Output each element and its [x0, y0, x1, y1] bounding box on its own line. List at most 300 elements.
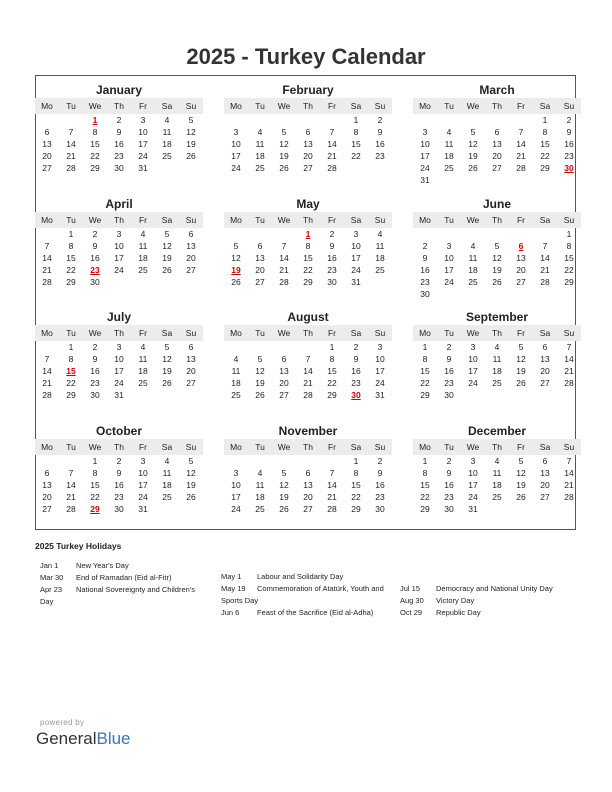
day-cell: 16 — [375, 139, 385, 149]
day-cell: 29 — [420, 504, 430, 514]
day-cell: 4 — [233, 354, 239, 364]
weekday-header: Tu — [444, 101, 454, 111]
day-cell: 30 — [90, 390, 100, 400]
empty-day-cell — [485, 174, 509, 186]
empty-day-cell — [35, 341, 59, 353]
day-cell: 8 — [305, 241, 311, 251]
day-cell: 20 — [303, 492, 313, 502]
empty-day-cell — [272, 341, 296, 353]
day-cell: 2 — [116, 115, 122, 125]
day-cell: 16 — [351, 366, 361, 376]
month-name: June — [482, 197, 511, 211]
holiday-date: Oct 29 — [400, 608, 423, 617]
empty-day-cell — [272, 228, 296, 240]
week-row — [35, 377, 203, 389]
holiday-day-cell: 6 — [518, 241, 524, 251]
day-cell: 23 — [444, 492, 454, 502]
day-cell: 13 — [42, 480, 52, 490]
weekday-header: Th — [114, 442, 124, 452]
week-row — [413, 288, 581, 300]
day-cell: 22 — [564, 265, 574, 275]
month-december — [413, 424, 581, 515]
empty-day-cell — [461, 228, 485, 240]
week-row — [35, 479, 203, 491]
day-cell: 20 — [492, 151, 502, 161]
weekday-header: Th — [303, 442, 313, 452]
day-cell: 16 — [444, 366, 454, 376]
weekday-header: Th — [114, 215, 124, 225]
day-cell: 11 — [162, 127, 172, 137]
day-cell: 9 — [446, 468, 452, 478]
week-row — [224, 162, 392, 174]
week-row — [224, 503, 392, 515]
day-cell: 16 — [564, 139, 574, 149]
day-cell: 11 — [255, 139, 265, 149]
generalblue-logo[interactable] — [36, 729, 131, 749]
day-cell: 5 — [164, 342, 170, 352]
day-cell: 17 — [468, 366, 478, 376]
week-row — [35, 138, 203, 150]
holiday-item — [400, 595, 570, 607]
page-title: 2025 - Turkey Calendar — [186, 44, 426, 69]
day-cell: 25 — [492, 492, 502, 502]
day-cell: 22 — [90, 151, 100, 161]
day-cell: 30 — [444, 504, 454, 514]
empty-day-cell — [437, 228, 461, 240]
day-cell: 5 — [470, 127, 476, 137]
week-row — [224, 353, 392, 365]
day-cell: 1 — [542, 115, 548, 125]
week-row — [224, 341, 392, 353]
day-cell: 7 — [68, 127, 74, 137]
day-cell: 10 — [351, 241, 361, 251]
month-june — [413, 197, 581, 300]
day-cell: 25 — [375, 265, 385, 275]
weekday-header: Fr — [516, 328, 526, 338]
holiday-name: End of Ramadan (Eid al-Fitr) — [76, 573, 172, 582]
day-cell: 16 — [114, 480, 124, 490]
month-name: November — [278, 424, 338, 438]
weekday-header: Mo — [419, 328, 431, 338]
month-name: December — [467, 424, 527, 438]
week-row — [413, 114, 581, 126]
day-cell: 22 — [420, 378, 430, 388]
day-cell: 14 — [66, 139, 76, 149]
day-cell: 4 — [470, 241, 476, 251]
week-row — [224, 276, 392, 288]
weekday-header: Sa — [350, 328, 362, 338]
day-cell: 10 — [231, 480, 241, 490]
day-cell: 13 — [186, 354, 196, 364]
day-cell: 30 — [114, 504, 124, 514]
day-cell: 22 — [66, 265, 76, 275]
week-row — [224, 491, 392, 503]
week-row — [413, 174, 581, 186]
day-cell: 6 — [281, 354, 287, 364]
day-cell: 15 — [420, 366, 430, 376]
week-row — [35, 228, 203, 240]
day-cell: 11 — [492, 354, 502, 364]
weekday-header: Th — [114, 101, 124, 111]
day-cell: 25 — [162, 151, 172, 161]
day-cell: 16 — [375, 480, 385, 490]
holiday-name: Labour and Solidarity Day — [257, 572, 344, 581]
day-cell: 3 — [377, 342, 383, 352]
weekday-header: Su — [185, 101, 197, 111]
weekday-header: Su — [563, 442, 575, 452]
day-cell: 5 — [164, 229, 170, 239]
day-cell: 31 — [420, 175, 430, 185]
month-name: February — [282, 83, 334, 97]
holiday-date: Mar 30 — [40, 573, 64, 582]
day-cell: 22 — [327, 378, 337, 388]
holiday-column — [400, 583, 570, 619]
day-cell: 24 — [138, 492, 148, 502]
day-cell: 19 — [162, 366, 172, 376]
day-cell: 24 — [114, 378, 124, 388]
empty-day-cell — [557, 389, 581, 401]
day-cell: 23 — [327, 265, 337, 275]
day-cell: 15 — [540, 139, 550, 149]
empty-day-cell — [557, 174, 581, 186]
day-cell: 17 — [468, 480, 478, 490]
day-cell: 6 — [305, 468, 311, 478]
day-cell: 23 — [114, 151, 124, 161]
day-cell: 3 — [116, 229, 122, 239]
day-cell: 1 — [329, 342, 335, 352]
day-cell: 6 — [188, 229, 194, 239]
month-name: September — [465, 310, 529, 324]
day-cell: 18 — [162, 139, 172, 149]
day-cell: 12 — [162, 354, 172, 364]
day-cell: 2 — [329, 229, 335, 239]
day-cell: 20 — [186, 366, 196, 376]
week-row — [35, 341, 203, 353]
day-cell: 18 — [255, 492, 265, 502]
week-row — [413, 389, 581, 401]
day-cell: 16 — [420, 265, 430, 275]
weekday-header: Sa — [161, 442, 173, 452]
empty-day-cell — [35, 228, 59, 240]
day-cell: 5 — [494, 241, 500, 251]
day-cell: 6 — [494, 127, 500, 137]
week-row — [35, 503, 203, 515]
weekday-header: We — [277, 328, 291, 338]
day-cell: 24 — [231, 504, 241, 514]
day-cell: 14 — [303, 366, 313, 376]
weekday-header: Fr — [327, 442, 337, 452]
holiday-item — [40, 560, 200, 572]
week-row — [413, 252, 581, 264]
day-cell: 5 — [518, 342, 524, 352]
weekday-header: Tu — [444, 215, 454, 225]
weekday-header: Fr — [327, 215, 337, 225]
empty-day-cell — [296, 114, 320, 126]
day-cell: 6 — [305, 127, 311, 137]
empty-day-cell — [485, 288, 509, 300]
weekday-header: Fr — [327, 328, 337, 338]
empty-day-cell — [320, 114, 344, 126]
empty-day-cell — [107, 276, 131, 288]
day-cell: 23 — [351, 378, 361, 388]
holiday-day-cell: 30 — [564, 163, 574, 173]
month-february — [224, 83, 392, 174]
weekday-header-row — [224, 325, 392, 341]
empty-day-cell — [533, 228, 557, 240]
day-cell: 11 — [468, 253, 478, 263]
weekday-header: Th — [303, 328, 313, 338]
day-cell: 16 — [90, 253, 100, 263]
weekday-header: Tu — [66, 442, 76, 452]
weekday-header: Fr — [516, 442, 526, 452]
day-cell: 9 — [116, 127, 122, 137]
day-cell: 7 — [44, 241, 50, 251]
holiday-day-cell: 19 — [231, 265, 241, 275]
holiday-column — [40, 560, 200, 608]
day-cell: 10 — [138, 127, 148, 137]
day-cell: 22 — [66, 378, 76, 388]
weekday-header: We — [277, 215, 291, 225]
holiday-name: Victory Day — [436, 596, 475, 605]
day-cell: 21 — [327, 151, 337, 161]
day-cell: 26 — [279, 504, 289, 514]
day-cell: 4 — [494, 456, 500, 466]
empty-day-cell — [224, 455, 248, 467]
day-cell: 4 — [257, 468, 263, 478]
day-cell: 23 — [375, 492, 385, 502]
weekday-header: Sa — [539, 442, 551, 452]
holiday-day-cell: 23 — [90, 265, 100, 275]
month-november — [224, 424, 392, 515]
day-cell: 17 — [138, 480, 148, 490]
weekday-header: Su — [374, 101, 386, 111]
day-cell: 25 — [492, 378, 502, 388]
day-cell: 10 — [231, 139, 241, 149]
week-row — [413, 240, 581, 252]
day-cell: 24 — [375, 378, 385, 388]
empty-day-cell — [248, 228, 272, 240]
empty-day-cell — [179, 389, 203, 401]
day-cell: 20 — [540, 480, 550, 490]
month-name: April — [105, 197, 133, 211]
day-cell: 29 — [420, 390, 430, 400]
weekday-header-row — [224, 212, 392, 228]
day-cell: 17 — [444, 265, 454, 275]
day-cell: 3 — [140, 456, 146, 466]
day-cell: 15 — [564, 253, 574, 263]
week-row — [224, 228, 392, 240]
day-cell: 6 — [44, 127, 50, 137]
logo-text-blue: Blue — [96, 729, 131, 748]
holiday-item — [400, 607, 570, 619]
day-cell: 15 — [90, 139, 100, 149]
day-cell: 22 — [420, 492, 430, 502]
weekday-header: We — [466, 215, 480, 225]
day-cell: 20 — [42, 151, 52, 161]
day-cell: 24 — [351, 265, 361, 275]
day-cell: 30 — [114, 163, 124, 173]
weekday-header: Fr — [516, 215, 526, 225]
day-cell: 28 — [66, 163, 76, 173]
day-cell: 28 — [66, 504, 76, 514]
empty-day-cell — [509, 174, 533, 186]
day-cell: 20 — [255, 265, 265, 275]
day-cell: 26 — [516, 492, 526, 502]
empty-day-cell — [368, 162, 392, 174]
day-cell: 31 — [468, 504, 478, 514]
empty-day-cell — [533, 174, 557, 186]
day-cell: 20 — [540, 366, 550, 376]
month-name: March — [479, 83, 515, 97]
day-cell: 11 — [138, 354, 148, 364]
weekday-header: Sa — [350, 442, 362, 452]
day-cell: 14 — [564, 468, 574, 478]
weekday-header: Su — [185, 215, 197, 225]
holiday-item — [221, 583, 391, 607]
day-cell: 8 — [353, 127, 359, 137]
day-cell: 18 — [375, 253, 385, 263]
day-cell: 24 — [138, 151, 148, 161]
weekday-header-row — [413, 325, 581, 341]
empty-day-cell — [131, 389, 155, 401]
weekday-header: Mo — [41, 215, 53, 225]
day-cell: 3 — [233, 127, 239, 137]
day-cell: 27 — [492, 163, 502, 173]
month-may — [224, 197, 392, 288]
holiday-name: National Sovereignty and Children's Day — [40, 585, 196, 606]
weekday-header: We — [88, 101, 102, 111]
empty-day-cell — [344, 162, 368, 174]
month-august — [224, 310, 392, 401]
week-row — [413, 150, 581, 162]
week-row — [413, 479, 581, 491]
day-cell: 16 — [114, 139, 124, 149]
empty-day-cell — [368, 276, 392, 288]
day-cell: 31 — [138, 163, 148, 173]
week-row — [224, 114, 392, 126]
empty-day-cell — [485, 503, 509, 515]
weekday-header: Sa — [539, 328, 551, 338]
day-cell: 28 — [327, 163, 337, 173]
day-cell: 5 — [233, 241, 239, 251]
weekday-header: Sa — [350, 215, 362, 225]
week-row — [35, 162, 203, 174]
week-row — [413, 467, 581, 479]
day-cell: 12 — [516, 354, 526, 364]
day-cell: 18 — [162, 480, 172, 490]
day-cell: 13 — [303, 480, 313, 490]
empty-day-cell — [296, 341, 320, 353]
day-cell: 25 — [255, 163, 265, 173]
empty-day-cell — [461, 174, 485, 186]
empty-day-cell — [461, 114, 485, 126]
day-cell: 27 — [303, 504, 313, 514]
day-cell: 26 — [186, 151, 196, 161]
weekday-header-row — [35, 98, 203, 114]
day-cell: 5 — [518, 456, 524, 466]
day-cell: 2 — [446, 342, 452, 352]
empty-day-cell — [509, 228, 533, 240]
day-cell: 4 — [164, 456, 170, 466]
day-cell: 11 — [162, 468, 172, 478]
day-cell: 31 — [114, 390, 124, 400]
month-name: August — [287, 310, 329, 324]
empty-day-cell — [509, 389, 533, 401]
day-cell: 11 — [492, 468, 502, 478]
week-row — [35, 240, 203, 252]
day-cell: 9 — [422, 253, 428, 263]
day-cell: 4 — [140, 229, 146, 239]
week-row — [413, 353, 581, 365]
week-row — [224, 377, 392, 389]
holiday-date: May 19 — [221, 584, 246, 593]
day-cell: 26 — [162, 265, 172, 275]
week-row — [224, 252, 392, 264]
day-cell: 28 — [540, 277, 550, 287]
day-cell: 9 — [566, 127, 572, 137]
day-cell: 28 — [279, 277, 289, 287]
week-row — [35, 150, 203, 162]
weekday-header: Tu — [444, 442, 454, 452]
weekday-header: Th — [114, 328, 124, 338]
holiday-day-cell: 29 — [90, 504, 100, 514]
day-cell: 10 — [114, 241, 124, 251]
day-cell: 8 — [566, 241, 572, 251]
holiday-item — [400, 583, 570, 595]
week-row — [35, 114, 203, 126]
day-cell: 9 — [353, 354, 359, 364]
day-cell: 26 — [516, 378, 526, 388]
day-cell: 14 — [279, 253, 289, 263]
day-cell: 7 — [542, 241, 548, 251]
day-cell: 9 — [92, 354, 98, 364]
day-cell: 1 — [566, 229, 572, 239]
day-cell: 24 — [468, 492, 478, 502]
weekday-header-row — [224, 439, 392, 455]
weekday-header: Sa — [161, 101, 173, 111]
weekday-header: Mo — [230, 328, 242, 338]
week-row — [224, 389, 392, 401]
day-cell: 25 — [468, 277, 478, 287]
day-cell: 1 — [353, 115, 359, 125]
day-cell: 7 — [566, 456, 572, 466]
holiday-name: Democracy and National Unity Day — [436, 584, 553, 593]
weekday-header: Th — [492, 215, 502, 225]
day-cell: 20 — [279, 378, 289, 388]
empty-day-cell — [533, 503, 557, 515]
day-cell: 8 — [68, 354, 74, 364]
weekday-header: Su — [563, 328, 575, 338]
holiday-date: Aug 30 — [400, 596, 424, 605]
day-cell: 15 — [303, 253, 313, 263]
empty-day-cell — [413, 228, 437, 240]
day-cell: 21 — [66, 492, 76, 502]
day-cell: 30 — [375, 504, 385, 514]
day-cell: 21 — [564, 480, 574, 490]
holiday-day-cell: 1 — [305, 229, 311, 239]
weekday-header: Mo — [230, 101, 242, 111]
weekday-header: We — [466, 328, 480, 338]
day-cell: 15 — [420, 480, 430, 490]
day-cell: 12 — [255, 366, 265, 376]
day-cell: 17 — [114, 253, 124, 263]
day-cell: 28 — [327, 504, 337, 514]
month-march — [413, 83, 581, 186]
weekday-header: Th — [492, 328, 502, 338]
day-cell: 21 — [303, 378, 313, 388]
day-cell: 17 — [114, 366, 124, 376]
weekday-header: Fr — [138, 101, 148, 111]
